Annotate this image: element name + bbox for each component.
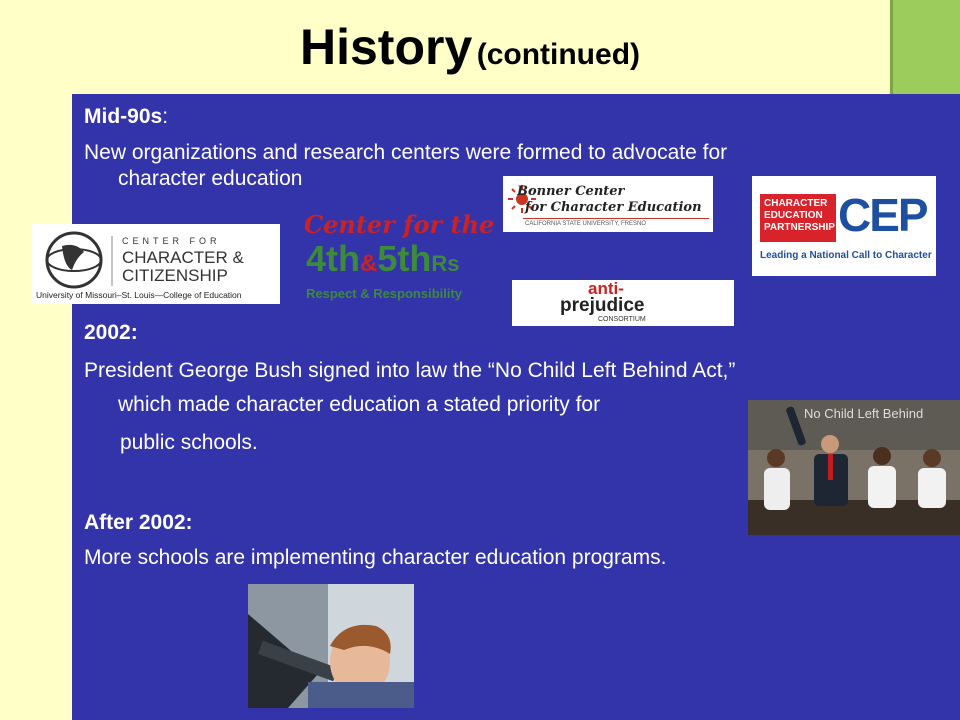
after2002-heading: After 2002: [84,511,193,534]
y2002-line1: President George Bush signed into law the “No Child Left Behind Act,” [84,359,736,382]
fourfive-logo [302,208,496,308]
ccc-logo [32,224,280,304]
cep-logo [752,176,936,276]
y2002-line3: public schools. [120,431,258,454]
cep-line1: CHARACTER [764,198,828,209]
bonner-line2: for Character Education [525,200,702,215]
title-main: History [299,19,473,75]
ccc-line3: CITIZENSHIP [122,266,228,285]
bonner-logo [503,176,713,232]
fourfive-amp: & [360,250,378,277]
slide-title [0,18,940,76]
cep-mark: CEP [838,189,927,241]
mid90s-heading-row [84,104,168,130]
boy-computer-image [248,584,414,708]
mid90s-line2: character education [118,167,303,190]
bush-classroom-photo [748,400,960,535]
bonner-footer: CALIFORNIA STATE UNIVERSITY, FRESNO [525,221,647,227]
ccc-footer: University of Missouri–St. Louis—College of Education [36,290,242,300]
fourfive-line3: Respect & Responsibility [306,286,463,301]
y2002-line2: which made character education a stated priority for [118,393,601,416]
after2002-line1: More schools are implementing character education programs. [84,546,667,569]
ccc-line1: CENTER FOR [122,236,221,246]
bonner-line1: Bonner Center [517,184,625,199]
fourfive-rs: Rs [431,251,460,276]
antiprejudice-line2: prejudice [560,295,645,316]
title-sub: (continued) [476,38,641,71]
mid90s-line1: New organizations and research centers were formed to advocate for [84,141,728,164]
fourfive-line1: Center for the [304,210,495,239]
fourfive-4th: 4th [306,238,360,279]
ccc-line2: CHARACTER & [122,248,244,267]
mid90s-colon: : [162,105,169,128]
cep-line2: EDUCATION [764,210,823,221]
cep-tagline: Leading a National Call to Character [760,250,932,261]
mid90s-heading: Mid-90s [84,105,163,128]
cep-line3: PARTNERSHIP [764,222,835,233]
fourfive-5th: 5th [377,238,432,279]
antiprejudice-line1: anti- [588,280,624,298]
antiprejudice-logo [512,280,734,326]
boy-computer-photo [248,584,414,708]
y2002-heading: 2002: [84,321,138,344]
antiprejudice-line3: CONSORTIUM [598,316,646,323]
bonner-rule [523,218,709,219]
chalkboard-text: No Child Left Behind [804,406,924,421]
